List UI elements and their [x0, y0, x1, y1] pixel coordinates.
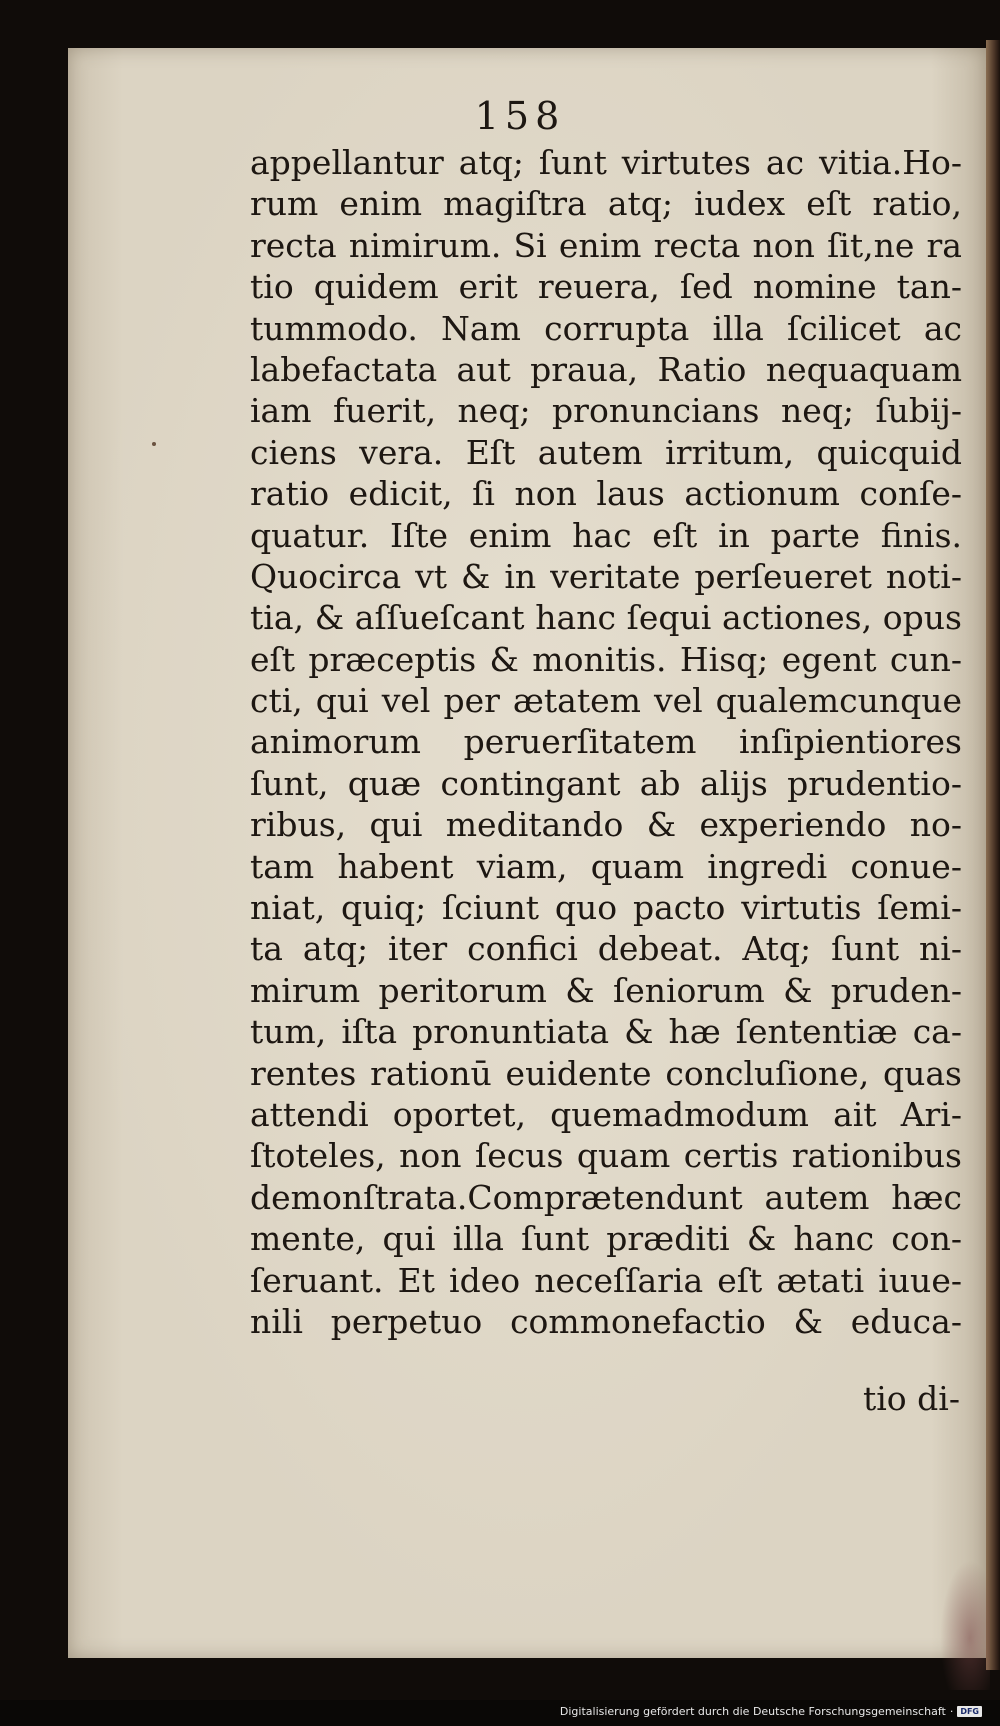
text-line: attendi oportet, quemadmodum ait Ari-: [250, 1094, 962, 1134]
text-line: ratio edicit, ſi non laus actionum conſe-: [250, 474, 962, 514]
text-line: mirum peritorum & ſeniorum & pruden-: [250, 970, 962, 1010]
page-edge: [986, 40, 1000, 1670]
dfg-logo: DFG: [957, 1706, 982, 1717]
text-line: mente, qui illa ſunt præditi & hanc con-: [250, 1219, 962, 1259]
text-line: cti, qui vel per ætatem vel qualemcunque: [250, 681, 962, 721]
binding-stain: [940, 1560, 990, 1690]
text-line: ſtoteles, non ſecus quam certis rationibus: [250, 1136, 962, 1176]
text-line: iam fuerit, neq; pronuncians neq; ſubij-: [250, 391, 962, 431]
text-line: tum, iſta pronuntiata & hæ ſententiæ ca-: [250, 1012, 962, 1052]
text-line: tio quidem erit reuera, ſed nomine tan-: [250, 267, 962, 307]
text-line: tia, & aſſueſcant hanc ſequi actiones, opus: [250, 598, 962, 638]
text-line: eſt præceptis & monitis. Hisq; egent cun-: [250, 639, 962, 679]
text-line: Quocirca vt & in veritate perſeueret noti-: [250, 556, 962, 596]
text-line: quatur. Iſte enim hac eſt in parte finis.: [250, 515, 962, 555]
digitization-credit: [560, 1705, 982, 1718]
text-line: ribus, qui meditando & experiendo no-: [250, 805, 962, 845]
text-line: ta atq; iter confici debeat. Atq; ſunt ni-: [250, 929, 962, 969]
text-line: ſeruant. Et ideo neceſſaria eſt ætati iuue-: [250, 1260, 962, 1300]
text-line: recta nimirum. Si enim recta non ſit,ne ra: [250, 225, 962, 265]
text-line: nili perpetuo commonefactio & educa-: [250, 1301, 962, 1341]
credit-text: Digitalisierung gefördert durch die Deutsche Forschungsgemeinschaft: [559, 1705, 946, 1718]
text-line: rum enim magiſtra atq; iudex eſt ratio,: [250, 184, 962, 224]
body-text: [250, 142, 962, 1342]
text-line: tummodo. Nam corrupta illa ſcilicet ac: [250, 308, 962, 348]
text-line: demonſtrata.Comprætendunt autem hæc: [250, 1177, 962, 1217]
text-line: appellantur atq; ſunt virtutes ac vitia.Ho-: [250, 143, 962, 182]
text-line: labefactata aut praua, Ratio nequaquam: [250, 349, 962, 389]
page-number: 158: [474, 94, 566, 138]
text-line: rentes rationū euidente concluſione, quas: [250, 1053, 962, 1093]
credit-separator: ·: [949, 1705, 954, 1718]
text-line: animorum peruerſitatem inſipientiores: [250, 722, 962, 762]
text-line: ciens vera. Eſt autem irritum, quicquid: [250, 432, 962, 472]
text-line: ſunt, quæ contingant ab alijs prudentio-: [250, 763, 962, 803]
text-line: niat, quiq; ſciunt quo pacto virtutis ſemi-: [250, 888, 962, 928]
text-line: tam habent viam, quam ingredi conue-: [250, 846, 962, 886]
paper-speck: [152, 442, 156, 446]
catchword: tio di-: [862, 1379, 960, 1418]
